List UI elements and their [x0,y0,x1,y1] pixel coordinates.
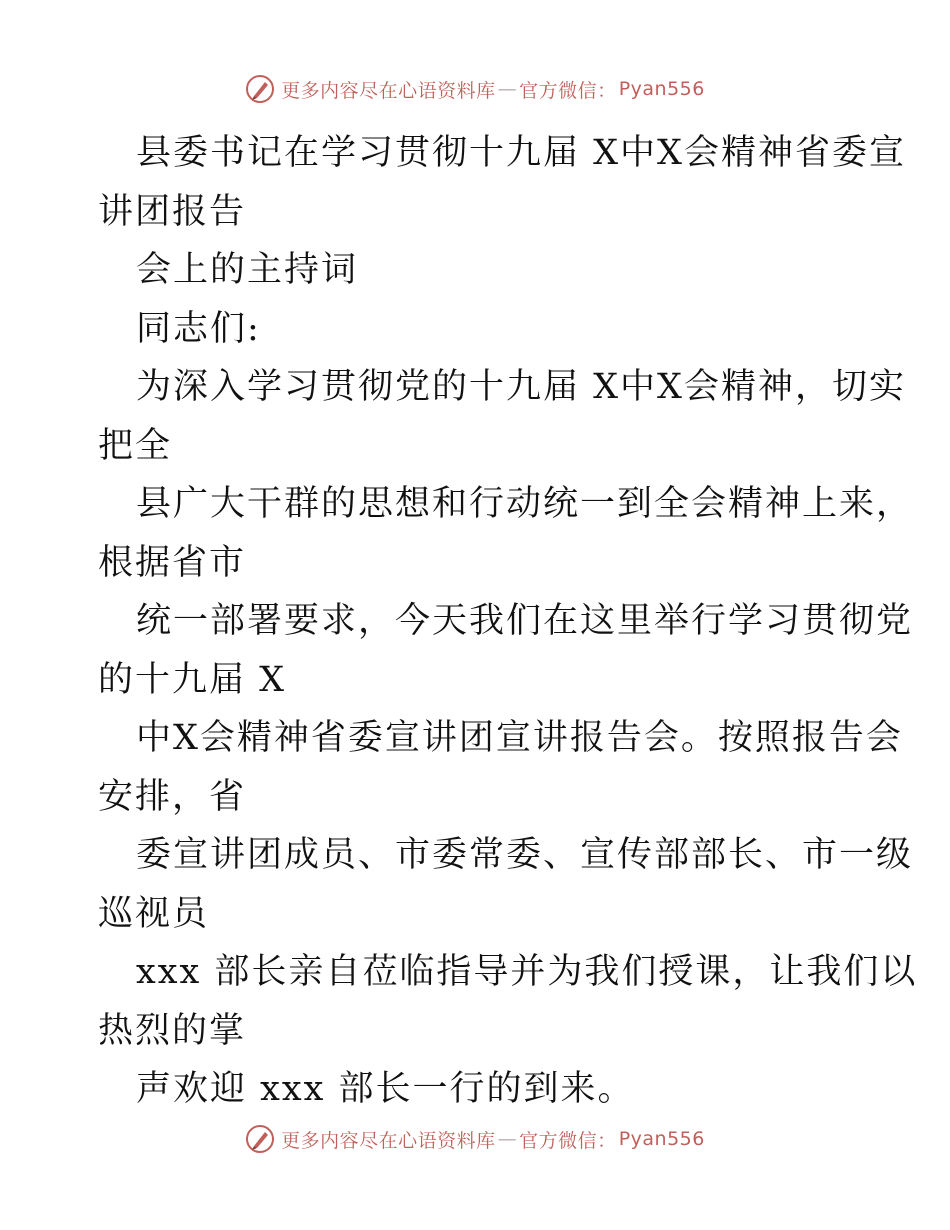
text-line: 把全 [98,425,173,466]
text-line: 的十九届 X [98,659,287,700]
watermark-dash: — [497,78,518,100]
text-line: 县委书记在学习贯彻十九届 X中X会精神省委宣 [136,133,906,173]
header-watermark [0,74,950,104]
text-line: 巡视员 [98,893,210,934]
text-line: 声欢迎 xxx 部长一行的到来。 [136,1069,635,1109]
text-line: 县广大干群的思想和行动统一到全会精神上来， [136,484,914,524]
text-line: 中X会精神省委宣讲团宣讲报告会。按照报告会 [136,718,903,758]
watermark-wechat-id: Pyan556 [618,78,705,100]
text-line: 委宣讲团成员、市委常委、宣传部部长、市一级 [136,835,914,875]
watermark-suffix: 官方微信： [519,1129,617,1152]
text-line: 统一部署要求，今天我们在这里举行学习贯彻党 [136,601,914,641]
text-line: 同志们: [136,308,261,349]
text-line: 热烈的掌 [98,1010,247,1051]
text-line: 会上的主持词 [136,250,359,290]
text-line: xxx 部长亲自莅临指导并为我们授课，让我们以 [136,952,918,992]
quill-pen-circle-icon [245,1124,275,1154]
watermark-suffix: 官方微信： [519,79,617,102]
watermark-text: 更多内容尽在心语资料库 [281,1129,496,1152]
footer-watermark [0,1124,950,1154]
watermark-text: 更多内容尽在心语资料库 [281,79,496,102]
quill-pen-circle-icon [245,74,275,104]
text-line: 安排，省 [98,776,247,817]
document-body [98,124,918,1119]
watermark-dash: — [497,1128,518,1150]
text-line: 根据省市 [98,542,247,583]
text-line: 讲团报告 [98,191,247,232]
watermark-wechat-id: Pyan556 [618,1128,705,1150]
text-line: 为深入学习贯彻党的十九届 X中X会精神，切实 [136,367,906,407]
